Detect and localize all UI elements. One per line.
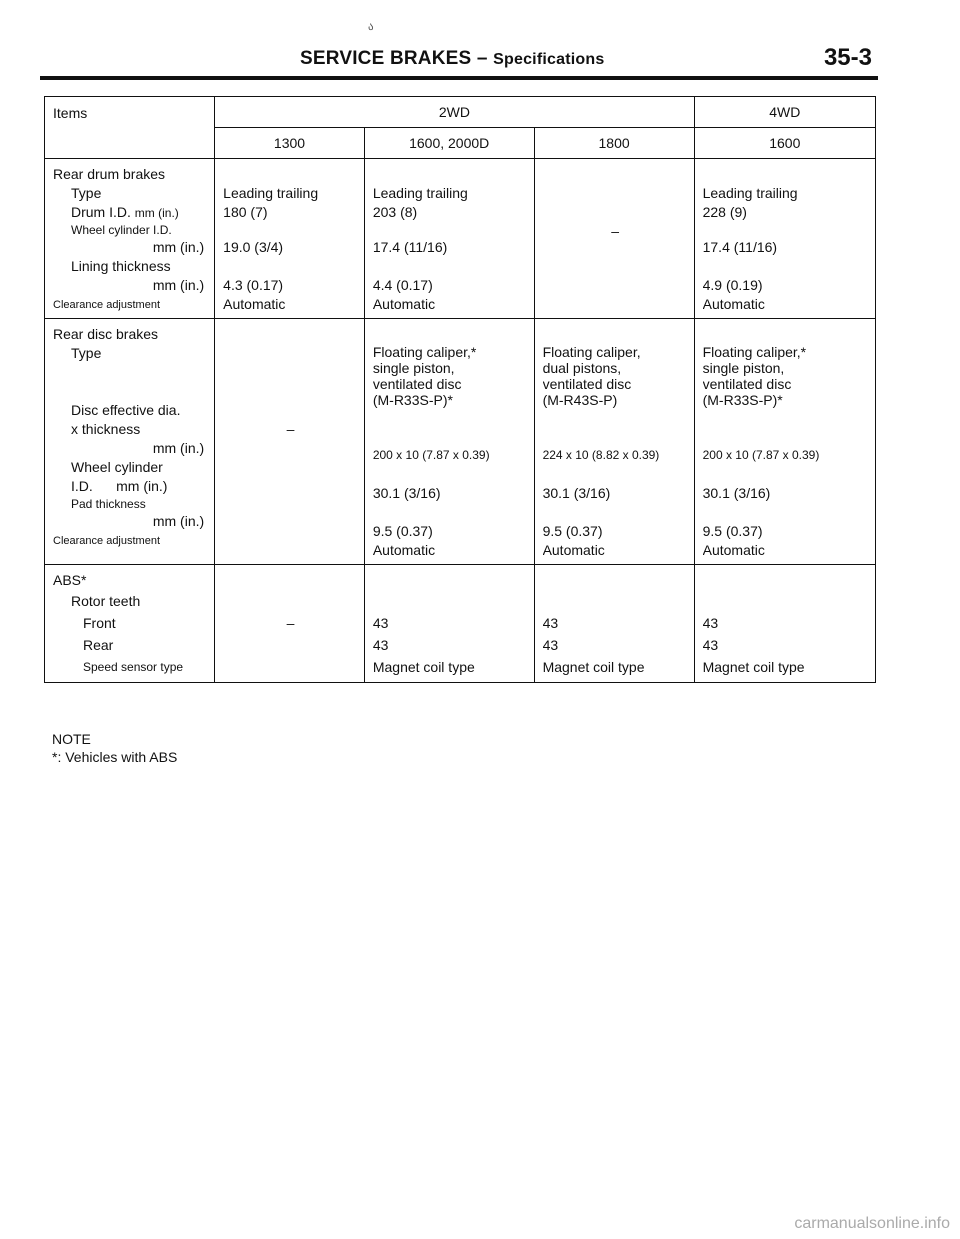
spec-table	[44, 96, 876, 683]
items-header: Items	[45, 97, 215, 128]
note-block	[52, 730, 177, 766]
dash: –	[286, 421, 295, 437]
rear-drum-1300: Leading trailing 180 (7) 19.0 (3/4) 4.3 (0.17) Automatic	[215, 159, 365, 319]
rear-drum-labels: Rear drum brakes Type Drum I.D. mm (in.) Wheel cylinder I.D. mm (in.) Lining thickness mm (in.) Clearance adjustment	[45, 159, 215, 319]
header-row-groups	[45, 97, 876, 128]
section-rear-disc	[45, 319, 876, 565]
abs-1300	[215, 565, 365, 683]
rear-disc-labels: Rear disc brakes Type Disc effective dia. x thickness mm (in.) Wheel cylinder I.D. mm (in.) Pad thickness mm (in.) Clearance adjustment	[45, 319, 215, 565]
scan-mark: ა	[368, 21, 374, 33]
note-title: NOTE	[52, 731, 91, 747]
col-1800: 1800	[534, 128, 694, 159]
page-header	[300, 44, 880, 78]
abs-1600-2000d: 43 43 Magnet coil type	[364, 565, 534, 683]
abs-1800: 43 43 Magnet coil type	[534, 565, 694, 683]
rear-drum-1600-4wd: Leading trailing 228 (9) 17.4 (11/16) 4.9 (0.19) Automatic	[694, 159, 875, 319]
col-1600-4wd: 1600	[694, 128, 875, 159]
rear-disc-1800: Floating caliper, dual pistons, ventilated disc (M-R43S-P) 224 x 10 (8.82 x 0.39) 30.1 (3/16) 9.5 (0.37) Automatic	[534, 319, 694, 565]
rear-drum-1800	[534, 159, 694, 319]
group-2wd: 2WD	[215, 97, 694, 128]
section-rear-drum	[45, 159, 876, 319]
rear-disc-1300	[215, 319, 365, 565]
group-4wd: 4WD	[694, 97, 875, 128]
col-1300: 1300	[215, 128, 365, 159]
page-number: 35-3	[823, 44, 872, 71]
footer-watermark: carmanualsonline.info	[794, 1215, 950, 1232]
section-abs	[45, 565, 876, 683]
header-rule	[40, 76, 878, 80]
abs-1600-4wd: 43 43 Magnet coil type	[694, 565, 875, 683]
title-subtitle: Specifications	[493, 51, 605, 68]
header-row-models	[45, 128, 876, 159]
dash: –	[286, 615, 295, 631]
dash: –	[611, 223, 619, 238]
rear-disc-1600-4wd: Floating caliper,* single piston, ventilated disc (M-R33S-P)* 200 x 10 (7.87 x 0.39) 30.1 (3/16) 9.5 (0.37) Automatic	[694, 319, 875, 565]
title-main: SERVICE BRAKES	[300, 48, 472, 69]
abs-labels: ABS* Rotor teeth Front Rear Speed sensor type	[45, 565, 215, 683]
rear-drum-1600-2000d: Leading trailing 203 (8) 17.4 (11/16) 4.4 (0.17) Automatic	[364, 159, 534, 319]
page-title	[300, 48, 604, 70]
rear-disc-1600-2000d: Floating caliper,* single piston, ventilated disc (M-R33S-P)* 200 x 10 (7.87 x 0.39) 30.1 (3/16) 9.5 (0.37) Automatic	[364, 319, 534, 565]
title-dash: –	[476, 48, 488, 69]
note-text: *: Vehicles with ABS	[52, 749, 178, 765]
col-1600-2000d: 1600, 2000D	[364, 128, 534, 159]
blank-header	[45, 128, 215, 159]
